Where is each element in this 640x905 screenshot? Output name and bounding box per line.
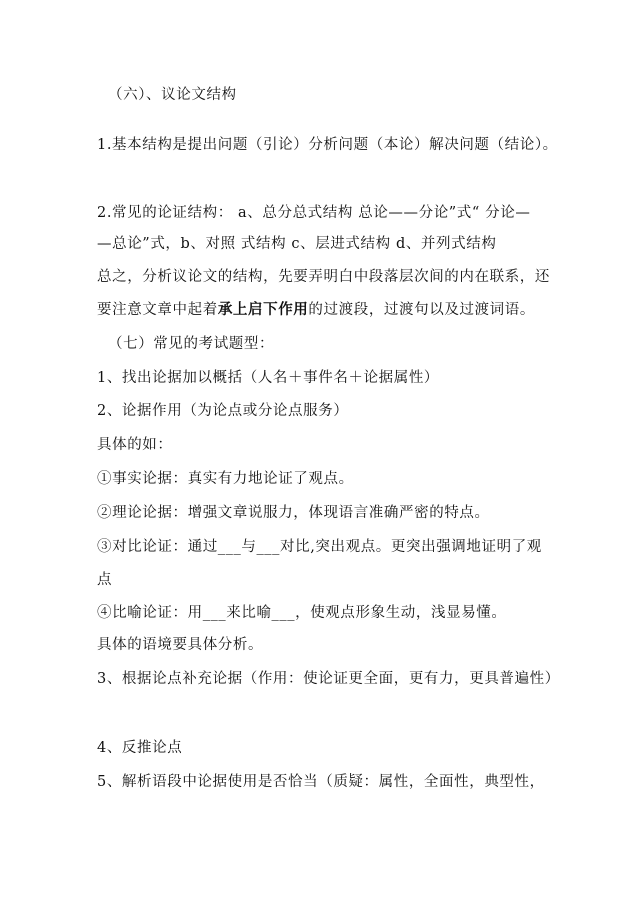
section-heading-7: （七）常见的考试题型： (108, 336, 275, 352)
item-reason-argument: ②理论论据：增强文章说服力，体现语言准确严密的特点。 (97, 505, 490, 521)
summary-line-1: 总之，分析议论文的结构，先要弄明白中段落层次间的内在联系，还 (97, 269, 550, 285)
section-heading-6: （六）、议论文结构 (108, 87, 237, 103)
question-type-5: 5、解析语段中论据使用是否恰当（质疑：属性，全面性，典型性， (97, 774, 545, 790)
specific-label: 具体的如： (97, 437, 173, 453)
point-1: 1.基本结构是提出问题（引论）分析问题（本论）解决问题（结论）。 (97, 137, 558, 153)
question-type-2: 2、论据作用（为论点或分论点服务） (97, 403, 349, 419)
question-type-1: 1、找出论据加以概括（人名＋事件名＋论据属性） (97, 370, 440, 386)
question-type-4: 4、反推论点 (97, 740, 183, 756)
point-2-line-1: 2.常见的论证结构： a、总分总式结构 总论——分论”式“ 分论— (97, 205, 531, 221)
summary-text-post: 的过渡段，过渡句以及过渡词语。 (308, 302, 535, 318)
item-contrast-line-1: ③对比论证：通过___与___对比,突出观点。更突出强调地证明了观 (97, 539, 542, 555)
summary-text-pre: 要注意文章中起着 (97, 302, 218, 318)
question-type-3: 3、根据论点补充论据（作用：使论证更全面，更有力，更具普遍性） (97, 671, 560, 687)
item-contrast-line-2: 点 (97, 572, 113, 588)
item-fact-argument: ①事实论据：真实有力地论证了观点。 (97, 471, 354, 487)
summary-emphasis: 承上启下作用 (217, 301, 309, 318)
context-note: 具体的语境要具体分析。 (97, 637, 264, 653)
item-metaphor: ④比喻论证：用___来比喻___，使观点形象生动，浅显易懂。 (97, 605, 507, 621)
point-2-line-2: —总论”式，b、对照 式结构 c、层进式结构 d、并列式结构 (97, 236, 497, 252)
summary-line-2 (97, 299, 535, 321)
